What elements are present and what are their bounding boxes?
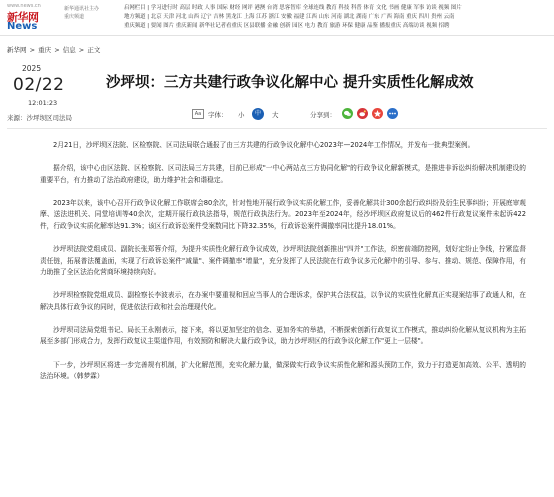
- publish-time: 12:01:23: [28, 99, 58, 107]
- nav-line-chongqing[interactable]: 重庆频道 | 要闻 图片 重庆新闻 新华社记者看重庆 区县联播 金融 创新 园区 电力 教育 旅游 环保 健康 品鉴 播报重庆 高端访谈 视频 招聘: [124, 23, 450, 29]
- article-paragraph: 沙坪坝法院党组成员、副院长张郑蓉介绍，为提升实质性化解行政争议成效，沙坪坝法院创新推出"四并"工作法，织密前端防控网，划好定纷止争线，拧紧监督责任链，拓展普法覆盖面，实现了行政诉讼案件"减量"、案件调撤率"增量"，充分发挥了人民法院在行政争议多元化解中的引导、参与、推动、规范、保障作用，有力助推了全区法治化营商环境持续向好。: [40, 245, 526, 277]
- top-navigation: [0, 0, 554, 36]
- share-label: 分享到：: [310, 111, 336, 119]
- breadcrumb: [7, 45, 101, 54]
- font-medium-button[interactable]: 中: [252, 108, 264, 120]
- wechat-icon[interactable]: [342, 108, 353, 119]
- article-title: 沙坪坝：三方共建行政争议化解中心 提升实质性化解成效: [106, 75, 474, 91]
- nav-line-columns[interactable]: 启网栏目 | 学习进行时 高层 时政 人事 国际 财经 网评 港澳 台湾 思客智库 全球连线 教育 科技 科普 体育 文化 书画 健康 军事 访谈 视频 图片: [124, 5, 462, 11]
- logo-brand-cn: 新华网: [7, 11, 39, 24]
- article-toolbar: [192, 108, 412, 122]
- logo-site-url: www.news.cn: [7, 3, 41, 9]
- more-share-icon[interactable]: [387, 108, 398, 119]
- article-paragraph: 沙坪坝司法局党组书记、局长王永刚表示，接下来，将以更加坚定的信念、更加务实的举措，不断探索创新行政复议工作模式，推动纠纷化解从复议机构为主拓展至多部门形成合力，发挥行政复议主渠道作用，有效预防和解决大量行政争议，助力沙坪坝区的行政争议化解工作"更上一层楼"。: [40, 325, 526, 346]
- article-source: 来源：沙坪坝区司法局: [7, 114, 72, 122]
- publish-year: 2025: [22, 64, 42, 73]
- article-paragraph: 据介绍，该中心由区法院、区检察院、区司法局三方共建，目前已形成"一中心两站点三方协同化解"的行政争议化解新模式，是推进非诉讼纠纷解决机制建设的重要平台，有力推动了法治政府建设，助力维护社会和谐稳定。: [40, 164, 526, 184]
- nav-line-local[interactable]: 地方频道 | 北京 天津 河北 山西 辽宁 吉林 黑龙江 上海 江苏 浙江 安徽 福建 江西 山东 河南 湖北 湖南 广东 广西 海南 重庆 四川 贵州 云南: [124, 14, 455, 20]
- breadcrumb-current: 正文: [87, 46, 101, 54]
- article-paragraph: 2月21日，沙坪坝区法院、区检察院、区司法局联合通报了由三方共建的行政争议化解中心2023年—2024年工作情况，并发布一批典型案例。: [53, 141, 475, 149]
- font-size-label: 字体：: [208, 111, 228, 119]
- qzone-icon[interactable]: [372, 108, 383, 119]
- logo-brand-en: News: [7, 21, 38, 32]
- header-divider: [7, 128, 547, 129]
- font-size-icon: Aa: [192, 109, 204, 119]
- breadcrumb-home[interactable]: 新华网: [7, 46, 27, 54]
- article-paragraph: 下一步，沙坪坝区将进一步完善规有机制，扩大化解范围，充实化解力量，做深做实行政争议实质性化解和源头预防工作，致力于打造更加高效、公平、透明的法治环境。（韩梦霖）: [40, 360, 526, 381]
- site-slogan: [64, 5, 114, 21]
- breadcrumb-info[interactable]: 信息: [62, 46, 76, 54]
- article-body: [40, 140, 526, 394]
- breadcrumb-separator: >: [78, 46, 85, 54]
- site-logo[interactable]: [7, 3, 57, 33]
- nav-links: [124, 4, 550, 31]
- weibo-icon[interactable]: [357, 108, 368, 119]
- slogan-line: 重庆频道: [64, 14, 85, 20]
- article-paragraph: 沙坪坝检察院党组成员、副检察长李波表示，在办案中要重视和回应当事人的合理诉求，保护其合法权益，以争议的实质性化解真正实现案结事了政通人和，在解决具体行政争议的同时，促进依法行政和社会治理现代化。: [40, 291, 526, 311]
- breadcrumb-separator: >: [54, 46, 60, 54]
- font-small-button[interactable]: 小: [238, 111, 245, 119]
- publish-date: 02/22: [13, 75, 65, 95]
- article-paragraph: 2023年以来，该中心召开行政争议化解工作联席会80余次，针对性地开展行政争议实质化解工作，妥善化解共计300余起行政纠纷及衍生民事纠纷；开展庭审观摩、送法进机关、同堂培训等40余次，定期开展行政执法指导，规范行政执法行为。2023年至2024年，经沙坪坝区政府复议后的462件行政复议案件未起诉422件，行政争议实质化解率达91.3%；该区行政诉讼案件受案数同比下降32.35%，行政诉讼案件调撤率同比提升18.01%。: [40, 198, 526, 230]
- font-large-button[interactable]: 大: [272, 111, 279, 119]
- slogan-line: 新华通讯社主办: [64, 6, 100, 12]
- breadcrumb-separator: >: [29, 46, 36, 54]
- breadcrumb-chongqing[interactable]: 重庆: [38, 46, 52, 54]
